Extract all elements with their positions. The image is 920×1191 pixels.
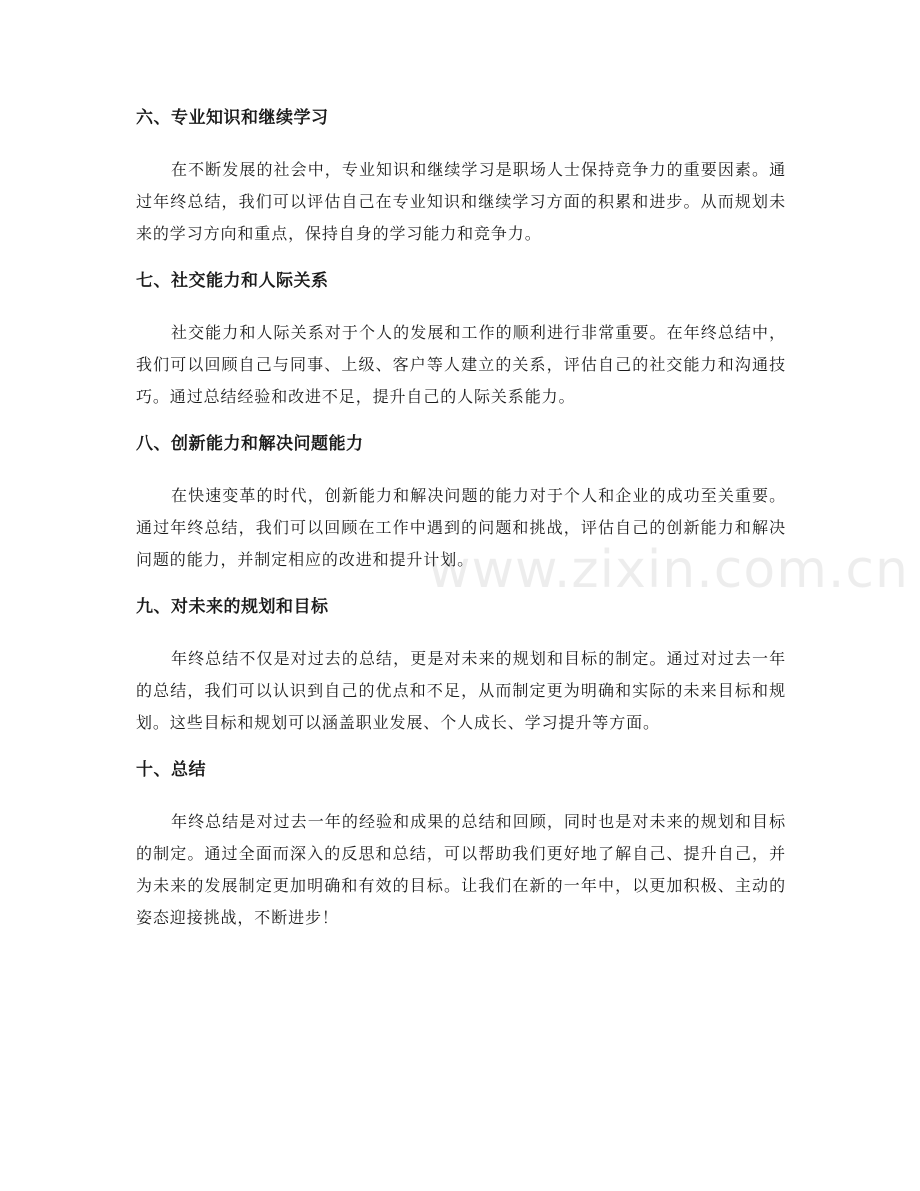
section-8 [136,430,786,576]
section-heading: 十、总结 [136,760,206,780]
section-9 [136,593,786,739]
section-paragraph: 年终总结不仅是对过去的总结，更是对未来的规划和目标的制定。通过对过去一年的总结，我们可以认识到自己的优点和不足，从而制定更为明确和实际的未来目标和规划。这些目标和规划可以涵盖职业发展、个人成长、学习提升等方面。 [136,649,786,732]
section-heading: 九、对未来的规划和目标 [136,597,329,617]
section-10 [136,756,786,934]
section-heading: 八、创新能力和解决问题能力 [136,434,364,454]
watermark: www.zixin.com.cn [428,540,909,600]
document-content [136,104,786,951]
section-paragraph: 社交能力和人际关系对于个人的发展和工作的顺利进行非常重要。在年终总结中，我们可以回顾自己与同事、上级、客户等人建立的关系，评估自己的社交能力和沟通技巧。通过总结经验和改进不足，提升自己的人际关系能力。 [136,323,786,406]
section-heading: 六、专业知识和继续学习 [136,108,329,128]
section-7 [136,267,786,413]
section-paragraph: 在不断发展的社会中，专业知识和继续学习是职场人士保持竞争力的重要因素。通过年终总结，我们可以评估自己在专业知识和继续学习方面的积累和进步。从而规划未来的学习方向和重点，保持自身的学习能力和竞争力。 [136,160,786,243]
section-paragraph: 在快速变革的时代，创新能力和解决问题的能力对于个人和企业的成功至关重要。通过年终总结，我们可以回顾在工作中遇到的问题和挑战，评估自己的创新能力和解决问题的能力，并制定相应的改进和提升计划。 [136,486,786,569]
section-paragraph: 年终总结是对过去一年的经验和成果的总结和回顾，同时也是对未来的规划和目标的制定。通过全面而深入的反思和总结，可以帮助我们更好地了解自己、提升自己，并为未来的发展制定更加明确和有效的目标。让我们在新的一年中，以更加积极、主动的姿态迎接挑战，不断进步！ [136,812,786,927]
section-6 [136,104,786,250]
section-heading: 七、社交能力和人际关系 [136,271,329,291]
